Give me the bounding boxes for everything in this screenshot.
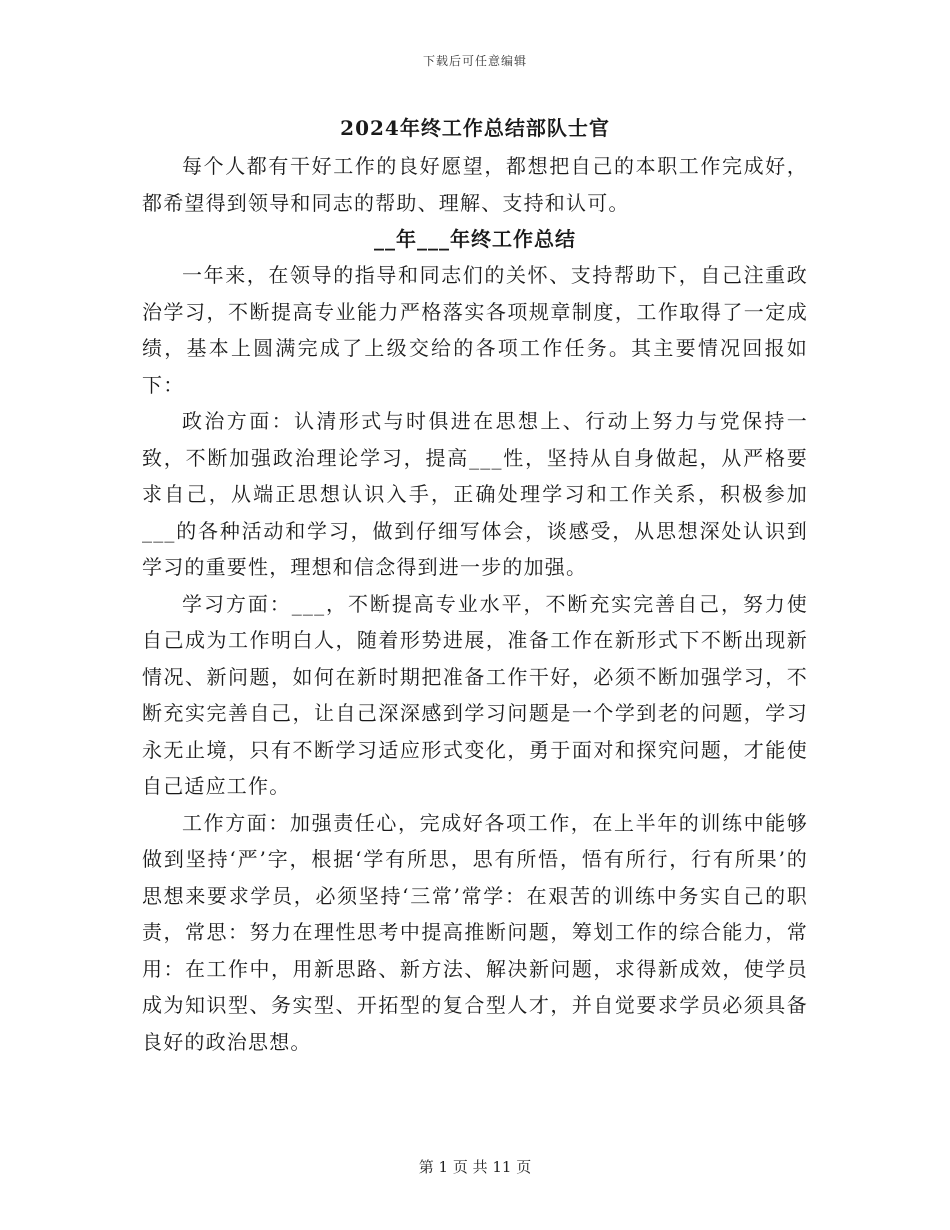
- paragraph-overview: 一年来，在领导的指导和同志们的关怀、支持帮助下，自己注重政治学习，不断提高专业能力严格落实各项规章制度，工作取得了一定成绩，基本上圆满完成了上级交给的各项工作任务。其主要情况回报如下：: [142, 263, 808, 397]
- paragraph-politics: 政治方面：认清形式与时俱进在思想上、行动上努力与党保持一致，不断加强政治理论学习，提高___性，坚持从自身做起，从严格要求自己，从端正思想认识入手，正确处理学习和工作关系，积极参加___的各种活动和学习，做到仔细写体会，谈感受，从思想深处认识到学习的重要性，理想和信念得到进一步的加强。: [142, 409, 808, 579]
- header-note: 下载后可任意编辑: [422, 54, 527, 68]
- document-title: 2024年终工作总结部队士官: [340, 116, 610, 140]
- paragraph-study: 学习方面：___，不断提高专业水平，不断充实完善自己，努力使自己成为工作明白人，随着形势进展，准备工作在新形式下不断出现新情况、新问题，如何在新时期把准备工作干好，必须不断加强学习，不断充实完善自己，让自己深深感到学习问题是一个学到老的问题，学习永无止境，只有不断学习适应形式变化，勇于面对和探究问题，才能使自己适应工作。: [142, 591, 808, 798]
- section-subtitle: __年___年终工作总结: [374, 227, 576, 251]
- page-number: 第 1 页 共 11 页: [418, 1158, 532, 1176]
- document-body: [142, 112, 808, 1060]
- paragraph-work: 工作方面：加强责任心，完成好各项工作，在上半年的训练中能够做到坚持‘严’字，根据‘学有所思，思有所悟，悟有所行，行有所果’的思想来要求学员，必须坚持‘三常’常学：在艰苦的训练中务实自己的职责，常思：努力在理性思考中提高推断问题，筹划工作的综合能力，常用：在工作中，用新思路、新方法、解决新问题，求得新成效，使学员成为知识型、务实型、开拓型的复合型人才，并自觉要求学员必须具备良好的政治思想。: [142, 810, 808, 1054]
- intro-paragraph: 每个人都有干好工作的良好愿望，都想把自己的本职工作完成好，都希望得到领导和同志的帮助、理解、支持和认可。: [142, 154, 808, 215]
